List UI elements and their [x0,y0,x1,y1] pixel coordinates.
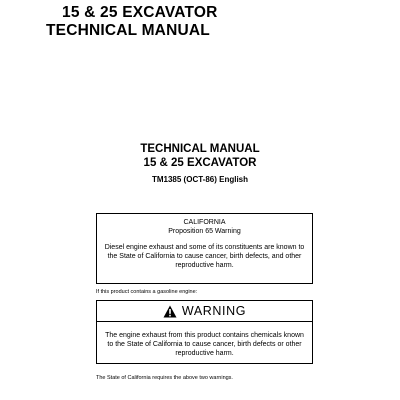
title-line-1: TECHNICAL MANUAL [140,143,260,155]
warning-triangle-icon [163,305,177,318]
footer-note: The State of California requires the above two warnings. [96,375,233,381]
prop65-warning-box [96,213,313,284]
header-line-2: TECHNICAL MANUAL [46,22,210,39]
gasoline-warning-box [96,300,313,364]
warning-header [97,301,312,322]
manual-code: TM1385 (OCT-86) English [151,175,249,184]
warning-body: The engine exhaust from this product contains chemicals known to the State of California to cause cancer, birth defects or other reproductive harm. [105,332,304,357]
document-header [46,4,218,40]
warning-heading: WARNING [181,304,247,318]
prop65-state: CALIFORNIA [183,219,226,226]
prop65-body: Diesel engine exhaust and some of its constituents are known to the State of California to cause cancer, birth defects, and other reproductive harm. [104,244,305,269]
prop65-title: Proposition 65 Warning [168,228,241,235]
title-block [0,142,400,184]
gasoline-note: If this product contains a gasoline engine: [96,289,198,295]
title-line-2: 15 & 25 EXCAVATOR [143,157,257,169]
header-line-1: 15 & 25 EXCAVATOR [62,4,218,21]
